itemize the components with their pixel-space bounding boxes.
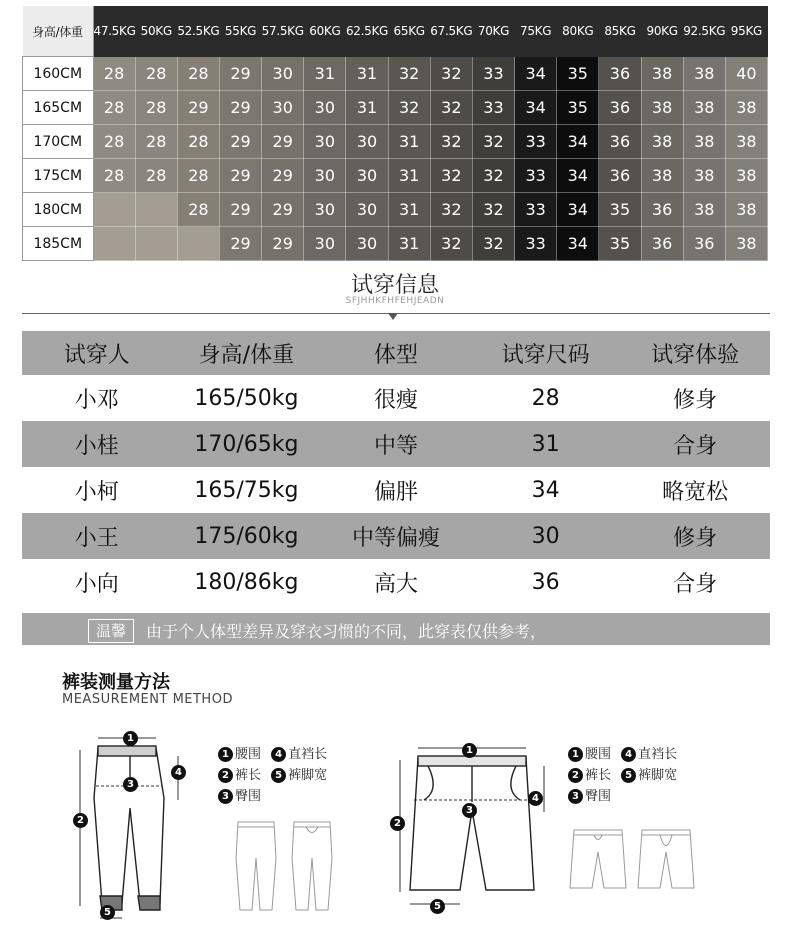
fit-cell: 中等偏瘦 — [321, 513, 471, 559]
legend-label: 臀围 — [235, 789, 262, 804]
legend-shorts — [568, 744, 708, 807]
size-cell: 29 — [177, 91, 219, 125]
fit-cell: 偏胖 — [373, 479, 418, 505]
size-cell: 33 — [472, 91, 514, 125]
size-cell: 30 — [346, 125, 388, 159]
legend-num-icon: 1 — [568, 747, 583, 762]
size-cell: 30 — [304, 159, 346, 193]
size-cell: 32 — [472, 227, 514, 261]
marker-5-icon: 5 — [430, 899, 445, 914]
fit-cell: 34 — [531, 477, 560, 503]
size-cell: 28 — [93, 91, 135, 125]
fit-header-cell: 身高/体重 — [172, 331, 322, 375]
fit-header-cell: 试穿尺码 — [471, 331, 621, 375]
size-cell: 30 — [346, 159, 388, 193]
size-cell: 38 — [725, 91, 767, 125]
fit-cell: 165/50kg — [194, 385, 299, 411]
fit-header-cell: 体型 — [321, 331, 471, 375]
marker-4-icon: 4 — [528, 791, 543, 806]
legend-item — [621, 744, 677, 765]
fit-cell: 小邓 — [74, 387, 119, 413]
size-cell: 32 — [472, 193, 514, 227]
size-cell: 30 — [304, 91, 346, 125]
size-cell: 38 — [641, 91, 683, 125]
size-cell: 29 — [219, 193, 261, 227]
fit-cell: 31 — [471, 421, 621, 467]
size-cell: 32 — [430, 193, 472, 227]
size-cell: 31 — [388, 125, 430, 159]
size-cell — [135, 227, 177, 261]
size-cell: 32 — [472, 125, 514, 159]
marker-5-icon: 5 — [100, 905, 115, 920]
fit-cell: 很瘦 — [373, 387, 418, 413]
legend-label: 直裆长 — [288, 747, 328, 762]
size-cell: 33 — [515, 227, 557, 261]
long-pants-diagram — [60, 728, 200, 928]
legend-label: 裤脚宽 — [638, 768, 678, 783]
size-cell: 31 — [388, 159, 430, 193]
size-cell: 38 — [725, 193, 767, 227]
size-cell: 28 — [177, 159, 219, 193]
size-chart-row — [23, 159, 768, 193]
size-chart-header-row — [23, 6, 768, 57]
size-chart-row — [23, 57, 768, 91]
size-cell: 36 — [683, 227, 725, 261]
size-cell: 34 — [557, 159, 599, 193]
fit-info-subtitle: SFJHHKFHFEHJEADN — [345, 296, 445, 306]
legend-label: 裤长 — [235, 768, 262, 783]
size-cell: 38 — [725, 159, 767, 193]
notice-tag: 温馨 — [88, 619, 134, 643]
legend-item — [218, 765, 261, 786]
size-cell: 38 — [641, 57, 683, 91]
size-cell: 28 — [93, 57, 135, 91]
weight-header: 95KG — [725, 6, 767, 57]
legend-num-icon: 2 — [218, 768, 233, 783]
size-cell: 36 — [599, 91, 641, 125]
size-cell: 29 — [262, 125, 304, 159]
size-cell: 29 — [262, 159, 304, 193]
size-cell: 28 — [177, 125, 219, 159]
weight-header: 62.5KG — [346, 6, 388, 57]
marker-3-icon: 3 — [123, 777, 138, 792]
weight-header: 55KG — [219, 6, 261, 57]
size-cell: 34 — [515, 91, 557, 125]
size-chart-row — [23, 193, 768, 227]
height-label: 185CM — [23, 227, 94, 261]
shorts-diagram — [388, 740, 558, 920]
size-cell: 30 — [304, 193, 346, 227]
legend-label: 腰围 — [235, 747, 262, 762]
size-cell: 36 — [599, 159, 641, 193]
legend-num-icon: 3 — [568, 789, 583, 804]
size-cell: 36 — [599, 57, 641, 91]
size-cell: 33 — [515, 159, 557, 193]
size-cell: 38 — [641, 159, 683, 193]
legend-num-icon: 1 — [218, 747, 233, 762]
weight-header: 52.5KG — [177, 6, 219, 57]
size-cell: 35 — [557, 91, 599, 125]
weight-header: 65KG — [388, 6, 430, 57]
notice-text: 由于个人体型差异及穿衣习惯的不同，此穿表仅供参考， — [146, 622, 547, 641]
size-cell: 36 — [641, 193, 683, 227]
size-cell: 30 — [346, 227, 388, 261]
size-chart-row — [23, 227, 768, 261]
size-cell — [93, 193, 135, 227]
size-cell: 38 — [683, 125, 725, 159]
fit-cell: 170/65kg — [172, 421, 322, 467]
fit-row — [22, 421, 770, 467]
size-cell: 38 — [641, 125, 683, 159]
size-cell: 32 — [430, 91, 472, 125]
fit-cell: 修身 — [673, 387, 718, 413]
fit-cell: 合身 — [620, 421, 770, 467]
legend-item — [568, 765, 611, 786]
long-pants-back-illustration — [288, 818, 336, 914]
size-cell: 34 — [515, 57, 557, 91]
size-cell: 38 — [683, 57, 725, 91]
weight-header: 50KG — [135, 6, 177, 57]
legend-num-icon: 3 — [218, 789, 233, 804]
fit-info-table — [22, 331, 770, 605]
fit-cell: 30 — [471, 513, 621, 559]
fit-header-cell: 试穿人 — [22, 331, 172, 375]
fit-cell: 中等 — [321, 421, 471, 467]
size-cell: 33 — [472, 57, 514, 91]
measurement-subtitle: MEASUREMENT METHOD — [62, 692, 233, 707]
legend-num-icon: 5 — [621, 768, 636, 783]
size-cell: 34 — [557, 227, 599, 261]
fit-cell: 36 — [531, 569, 560, 595]
legend-num-icon: 2 — [568, 768, 583, 783]
size-cell: 36 — [641, 227, 683, 261]
size-cell: 30 — [346, 193, 388, 227]
size-cell: 32 — [430, 159, 472, 193]
size-cell: 28 — [135, 125, 177, 159]
weight-header: 80KG — [557, 6, 599, 57]
fit-cell: 小桂 — [22, 421, 172, 467]
size-cell: 31 — [346, 57, 388, 91]
fit-cell: 28 — [531, 385, 560, 411]
legend-item — [568, 744, 611, 765]
size-cell: 34 — [557, 193, 599, 227]
legend-label: 臀围 — [585, 789, 612, 804]
legend-item — [218, 744, 261, 765]
size-cell: 28 — [177, 57, 219, 91]
fit-header-cell: 试穿体验 — [620, 331, 770, 375]
fit-cell: 小向 — [74, 571, 119, 597]
legend-item — [218, 786, 261, 807]
weight-header: 67.5KG — [430, 6, 472, 57]
marker-2-icon: 2 — [73, 813, 88, 828]
size-cell: 29 — [262, 227, 304, 261]
size-cell: 32 — [388, 57, 430, 91]
fit-row — [22, 513, 770, 559]
size-cell: 32 — [472, 159, 514, 193]
size-cell: 31 — [346, 91, 388, 125]
fit-row — [22, 559, 770, 605]
marker-3-icon: 3 — [462, 803, 477, 818]
size-cell: 38 — [683, 193, 725, 227]
fit-row — [22, 375, 770, 421]
measurement-title: 裤装测量方法 — [62, 672, 170, 693]
legend-label: 裤长 — [585, 768, 612, 783]
marker-4-icon: 4 — [171, 765, 186, 780]
size-cell: 33 — [515, 193, 557, 227]
weight-header: 75KG — [515, 6, 557, 57]
height-label: 170CM — [23, 125, 94, 159]
size-cell: 31 — [304, 57, 346, 91]
size-cell: 30 — [304, 125, 346, 159]
size-cell: 30 — [262, 91, 304, 125]
fit-info-title: 试穿信息 — [350, 273, 439, 298]
shorts-front-illustration — [568, 826, 628, 896]
height-label: 160CM — [23, 57, 94, 91]
legend-item — [568, 786, 611, 807]
size-cell: 31 — [388, 227, 430, 261]
legend-long-pants — [218, 744, 358, 807]
fit-cell: 小柯 — [74, 479, 119, 505]
fit-header-row — [22, 331, 770, 375]
size-cell: 33 — [515, 125, 557, 159]
size-cell: 28 — [177, 193, 219, 227]
size-cell: 29 — [219, 227, 261, 261]
legend-num-icon: 4 — [271, 747, 286, 762]
size-cell — [177, 227, 219, 261]
fit-cell: 小王 — [22, 513, 172, 559]
size-cell: 28 — [93, 159, 135, 193]
notice-banner — [22, 613, 770, 645]
size-cell: 35 — [557, 57, 599, 91]
size-cell: 35 — [599, 193, 641, 227]
legend-label: 裤脚宽 — [288, 768, 328, 783]
weight-header: 70KG — [472, 6, 514, 57]
size-cell: 29 — [262, 193, 304, 227]
size-cell: 36 — [599, 125, 641, 159]
size-cell: 29 — [219, 159, 261, 193]
size-cell: 29 — [219, 91, 261, 125]
corner-label: 身高/体重 — [23, 6, 94, 57]
legend-item — [271, 744, 327, 765]
height-label: 180CM — [23, 193, 94, 227]
weight-header: 47.5KG — [93, 6, 135, 57]
height-label: 165CM — [23, 91, 94, 125]
size-cell: 38 — [683, 159, 725, 193]
size-cell: 38 — [725, 125, 767, 159]
size-chart-row — [23, 125, 768, 159]
size-cell: 28 — [135, 57, 177, 91]
legend-item — [271, 765, 327, 786]
shorts-back-illustration — [636, 826, 696, 896]
size-chart-body — [23, 57, 768, 261]
size-cell: 32 — [430, 57, 472, 91]
size-cell: 30 — [304, 227, 346, 261]
legend-label: 腰围 — [585, 747, 612, 762]
height-label: 175CM — [23, 159, 94, 193]
weight-header: 85KG — [599, 6, 641, 57]
legend-item — [621, 765, 677, 786]
weight-header: 57.5KG — [262, 6, 304, 57]
size-chart-table — [22, 6, 768, 261]
size-cell: 38 — [683, 91, 725, 125]
marker-2-icon: 2 — [390, 816, 405, 831]
fit-cell: 高大 — [373, 571, 418, 597]
fit-row — [22, 467, 770, 513]
fit-cell: 合身 — [673, 571, 718, 597]
size-cell: 32 — [430, 125, 472, 159]
size-cell: 40 — [725, 57, 767, 91]
size-cell: 28 — [93, 125, 135, 159]
size-cell: 29 — [219, 57, 261, 91]
down-arrow-icon — [388, 313, 398, 320]
fit-cell: 修身 — [620, 513, 770, 559]
size-cell: 28 — [135, 159, 177, 193]
fit-cell: 165/75kg — [194, 477, 299, 503]
size-cell — [93, 227, 135, 261]
size-cell: 35 — [599, 227, 641, 261]
weight-header: 60KG — [304, 6, 346, 57]
marker-1-icon: 1 — [462, 743, 477, 758]
legend-num-icon: 4 — [621, 747, 636, 762]
legend-num-icon: 5 — [271, 768, 286, 783]
size-cell: 31 — [388, 193, 430, 227]
size-cell: 34 — [557, 125, 599, 159]
size-cell: 30 — [262, 57, 304, 91]
size-cell: 32 — [388, 91, 430, 125]
fit-cell: 175/60kg — [172, 513, 322, 559]
long-pants-front-illustration — [232, 818, 280, 914]
size-cell: 28 — [135, 91, 177, 125]
size-cell — [135, 193, 177, 227]
size-cell: 29 — [219, 125, 261, 159]
fit-cell: 180/86kg — [194, 569, 299, 595]
size-cell: 38 — [725, 227, 767, 261]
size-cell: 32 — [430, 227, 472, 261]
fit-cell: 略宽松 — [662, 479, 729, 505]
legend-label: 直裆长 — [638, 747, 678, 762]
marker-1-icon: 1 — [123, 731, 138, 746]
size-chart-row — [23, 91, 768, 125]
weight-header: 92.5KG — [683, 6, 725, 57]
weight-header: 90KG — [641, 6, 683, 57]
